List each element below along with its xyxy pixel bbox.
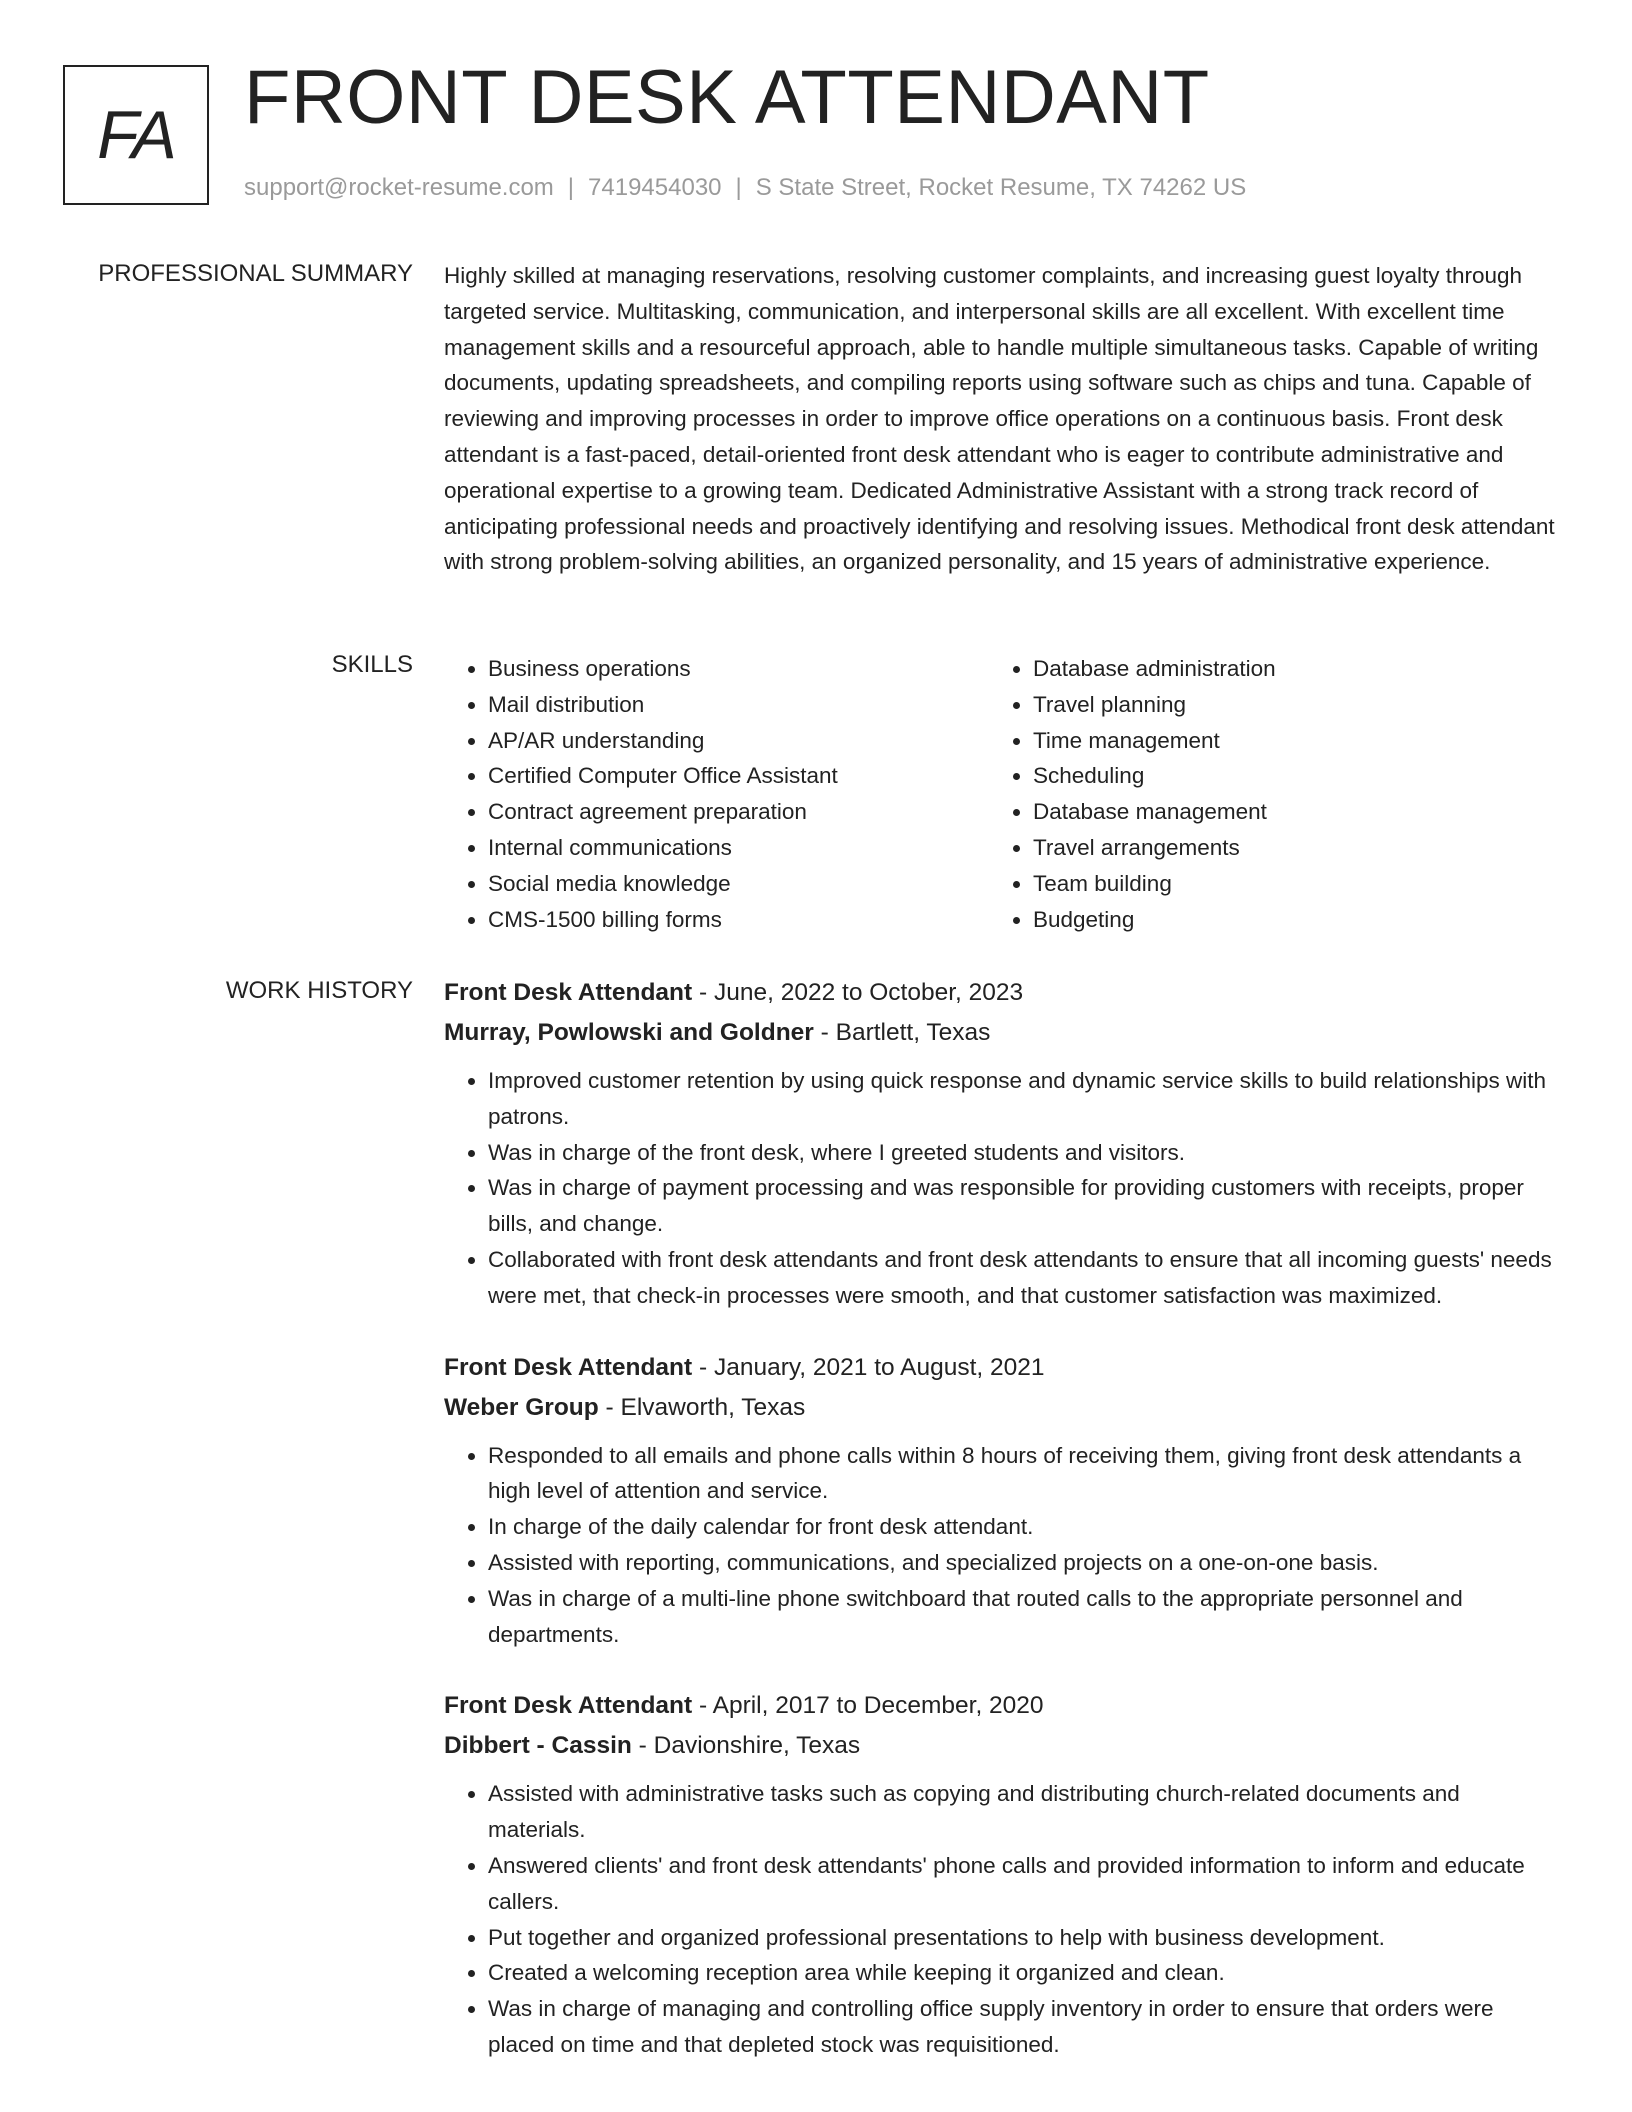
work-history-heading: WORK HISTORY [225,977,413,1004]
job-bullet: • Improved customer retention by using quick response and dynamic service skills to build relationships with patrons. [488,1063,1556,1135]
job-entry [444,1686,1556,2062]
skills-body [444,651,1556,937]
job-bullet: • Was in charge of the front desk, where I greeted students and visitors. [488,1135,1556,1171]
skill-item: • Time management [1033,723,1534,759]
job-bullet: • Answered clients' and front desk attendants' phone calls and provided information to inform and educate callers. [488,1848,1556,1920]
skill-item: • Team building [1033,866,1534,902]
job-dates: - April, 2017 to December, 2020 [692,1692,1044,1720]
skills-list-right [989,651,1534,937]
skill-item: • Mail distribution [488,687,989,723]
skill-item: • AP/AR understanding [488,723,989,759]
skill-item: • Social media knowledge [488,866,989,902]
summary-body [444,258,1556,580]
summary-heading: PROFESSIONAL SUMMARY [98,260,413,287]
skill-item: • Travel arrangements [1033,830,1534,866]
summary-text: Highly skilled at managing reservations, resolving customer complaints, and increasing guest loyalty through targeted service. Multitasking, communication, and interpersonal skills are all excellent. With excellent time management skills and a resourceful approach, able to handle multiple simultaneous tasks. Capable of writing documents, updating spreadsheets, and compiling reports using software such as chips and tuna. Capable of reviewing and improving processes in order to improve office operations on a continuous basis. Front desk attendant is a fast-paced, detail-oriented front desk attendant who is eager to contribute administrative and operational expertise to a growing team. Dedicated Administrative Assistant with a strong track record of anticipating professional needs and proactively identifying and resolving issues. Methodical front desk attendant with strong problem-solving abilities, an organized personality, and 15 years of administrative experience. [444,263,1555,575]
job-location: - Elvaworth, Texas [598,1393,806,1421]
skill-item: • Database management [1033,794,1534,830]
job-title-line [444,1348,1556,1388]
job-dates: - January, 2021 to August, 2021 [692,1353,1045,1381]
job-bullet: • Was in charge of managing and controlling office supply inventory in order to ensure that orders were placed on time and that depleted stock was requisitioned. [488,1991,1556,2063]
job-location: - Bartlett, Texas [813,1019,991,1046]
job-company: Weber Group [444,1393,599,1421]
skill-item: • Scheduling [1033,758,1534,794]
work-history-body [444,973,1556,2097]
contact-separator: | [567,174,575,201]
job-bullet: • Assisted with reporting, communications, and specialized projects on a one-on-one basis. [488,1545,1556,1581]
monogram-box [63,65,209,205]
skill-item: • Database administration [1033,651,1534,687]
skill-item: • Budgeting [1033,902,1534,938]
contact-email: support@rocket-resume.com [244,174,554,201]
job-company: Dibbert - Cassin [444,1732,632,1760]
job-title-line [444,973,1556,1013]
job-company-line [444,1013,1556,1053]
job-title: Front Desk Attendant [444,979,693,1006]
monogram-initials: FA [97,97,175,173]
job-title-line [444,1686,1556,1726]
skills-list-left [444,651,989,937]
skills-columns [444,651,1556,937]
skill-item: • Certified Computer Office Assistant [488,758,989,794]
job-bullets [444,1438,1556,1653]
skill-item: • Business operations [488,651,989,687]
job-bullet: • In charge of the daily calendar for front desk attendant. [488,1509,1556,1545]
contact-separator: | [735,174,742,201]
job-location: - Davionshire, Texas [631,1732,861,1760]
job-bullet: • Was in charge of payment processing and was responsible for providing customers with receipts, proper bills, and change. [488,1170,1556,1242]
job-entry [444,973,1556,1314]
job-bullet: • Created a welcoming reception area while keeping it organized and clean. [488,1955,1556,1991]
skill-item: • Contract agreement preparation [488,794,989,830]
skill-item: • Travel planning [1033,687,1534,723]
job-title: Front Desk Attendant [444,1692,693,1720]
job-bullets [444,1776,1556,2062]
job-bullet: • Put together and organized professional presentations to help with business development. [488,1920,1556,1956]
job-company-line [444,1388,1556,1428]
job-dates: - June, 2022 to October, 2023 [692,979,1024,1006]
job-bullet: • Collaborated with front desk attendants and front desk attendants to ensure that all incoming guests' needs were met, that check-in processes were smooth, and that customer satisfaction was maximized. [488,1242,1556,1314]
resume-name: FRONT DESK ATTENDANT [244,55,1210,140]
contact-address: S State Street, Rocket Resume, TX 74262 US [755,174,1247,201]
job-bullet: • Assisted with administrative tasks such as copying and distributing church-related documents and materials. [488,1776,1556,1848]
job-company-line [444,1726,1556,1766]
skills-heading: SKILLS [331,651,413,678]
job-company: Murray, Powlowski and Goldner [444,1019,814,1046]
job-bullets [444,1063,1556,1314]
skill-item: • Internal communications [488,830,989,866]
job-entry [444,1348,1556,1653]
contact-line [244,174,1246,202]
job-bullet: • Was in charge of a multi-line phone switchboard that routed calls to the appropriate personnel and departments. [488,1581,1556,1653]
skill-item: • CMS-1500 billing forms [488,902,989,938]
contact-phone: 7419454030 [588,174,722,201]
job-title: Front Desk Attendant [444,1353,693,1381]
job-bullet: • Responded to all emails and phone calls within 8 hours of receiving them, giving front desk attendants a high level of attention and service. [488,1438,1556,1510]
